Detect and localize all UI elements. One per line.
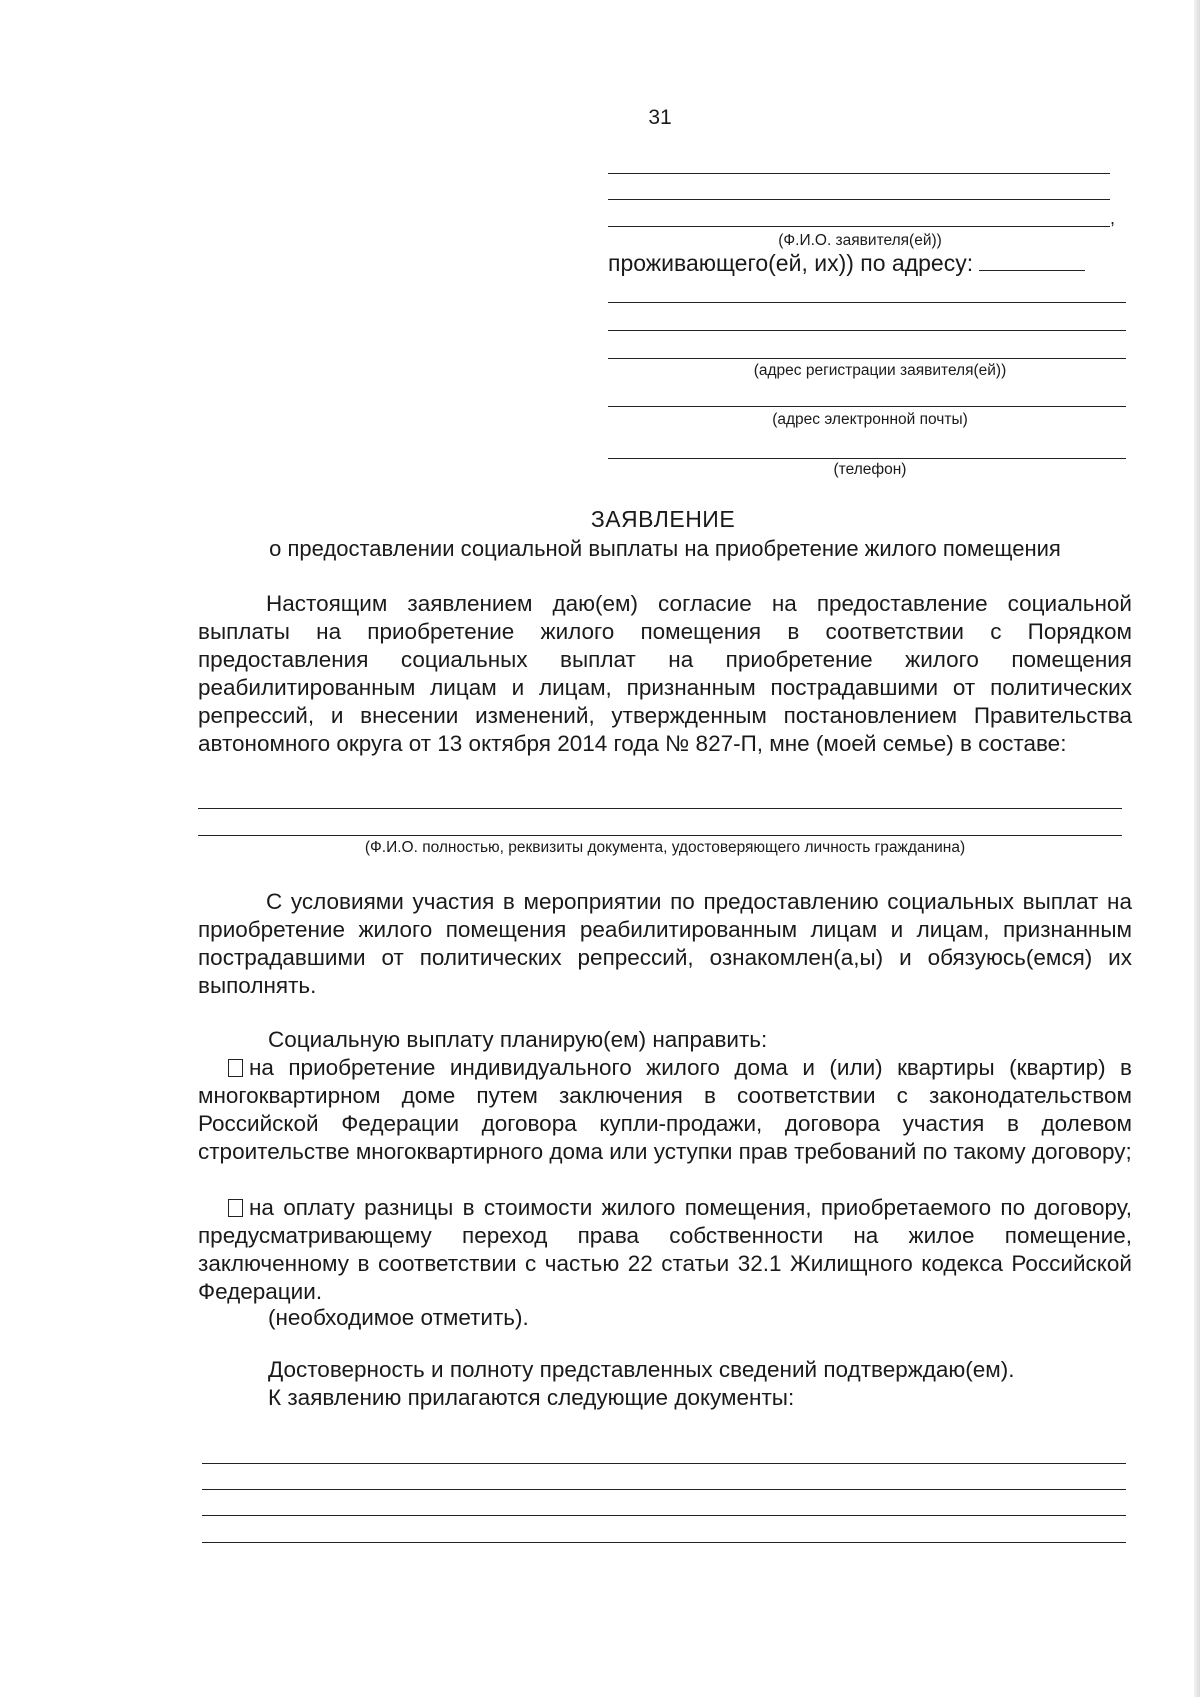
option-difference-text: на оплату разницы в стоимости жилого помещения, приобретаемого по договору, предусматривающему переход права собственности на жилое помещение, заключенному в соответствии с частью 22 статьи 32.1 Жилищного кодекса Российской Федерации. xyxy=(198,1195,1132,1304)
checkbox-purchase[interactable] xyxy=(228,1059,243,1077)
address-line-2[interactable] xyxy=(608,330,1126,331)
option-purchase-text: на приобретение индивидуального жилого дома и (или) квартиры (квартир) в многоквартирном доме путем заключения в соответствии с законодательством Российской Федерации договора купли-продажи, договора участия в долевом строительстве многоквартирного дома или уступки прав требований по такому договору; xyxy=(198,1055,1132,1164)
address-label: проживающего(ей, их)) по адресу: xyxy=(608,250,1085,277)
phone-line[interactable] xyxy=(608,458,1126,459)
family-caption: (Ф.И.О. полностью, реквизиты документа, удостоверяющего личность гражданина) xyxy=(364,839,966,856)
address-line-1[interactable] xyxy=(608,302,1126,303)
document-title: ЗАЯВЛЕНИЕ xyxy=(590,506,736,532)
email-caption: (адрес электронной почты) xyxy=(772,411,968,428)
page-number: 31 xyxy=(648,106,672,129)
consent-paragraph: Настоящим заявлением даю(ем) согласие на предоставление социальной выплаты на приобретение жилого помещения в соответствии с Порядком предоставления социальных выплат на приобретение жилого помещения реабилитированным лицам и лицам, признанным пострадавшими от политических репрессий, и внесении изменений, утвержденным постановлением Правительства автономного округа от 13 октября 2014 года № 827-П, мне (моей семье) в составе: xyxy=(198,591,1132,756)
address-line-3[interactable] xyxy=(608,358,1126,359)
email-line[interactable] xyxy=(608,406,1126,407)
conditions-paragraph: С условиями участия в мероприятии по предоставлению социальных выплат на приобретение жилого помещения реабилитированным лицам и лицам, признанным пострадавшими от политических репрессий, ознакомлен(а,ы) и обязуюсь(емся) их выполнять. xyxy=(198,889,1132,998)
family-line-1[interactable] xyxy=(198,808,1122,809)
option-difference xyxy=(198,1194,1132,1306)
fio-line-3[interactable] xyxy=(608,226,1110,227)
attachment-line-4[interactable] xyxy=(202,1542,1126,1543)
confirmation-text: Достоверность и полноту представленных сведений подтверждаю(ем). xyxy=(268,1357,1015,1382)
fio-line-2[interactable] xyxy=(608,199,1110,200)
fio-comma: , xyxy=(1110,208,1116,228)
option-purchase xyxy=(198,1054,1132,1166)
attachment-line-1[interactable] xyxy=(202,1463,1126,1464)
registration-caption: (адрес регистрации заявителя(ей)) xyxy=(753,362,1007,379)
family-line-2[interactable] xyxy=(198,835,1122,836)
mark-note: (необходимое отметить). xyxy=(268,1305,529,1330)
checkbox-difference[interactable] xyxy=(228,1199,243,1217)
address-first-line[interactable] xyxy=(979,250,1085,271)
fio-caption: (Ф.И.О. заявителя(ей)) xyxy=(778,232,942,249)
attachment-line-3[interactable] xyxy=(202,1515,1126,1516)
page-edge xyxy=(1194,0,1200,1697)
fio-line-1[interactable] xyxy=(608,173,1110,174)
phone-caption: (телефон) xyxy=(833,461,907,478)
attachment-line-2[interactable] xyxy=(202,1489,1126,1490)
direction-label: Социальную выплату планирую(ем) направить: xyxy=(268,1027,768,1052)
document-subtitle: о предоставлении социальной выплаты на приобретение жилого помещения xyxy=(269,536,1061,561)
attachments-label: К заявлению прилагаются следующие документы: xyxy=(268,1385,795,1410)
